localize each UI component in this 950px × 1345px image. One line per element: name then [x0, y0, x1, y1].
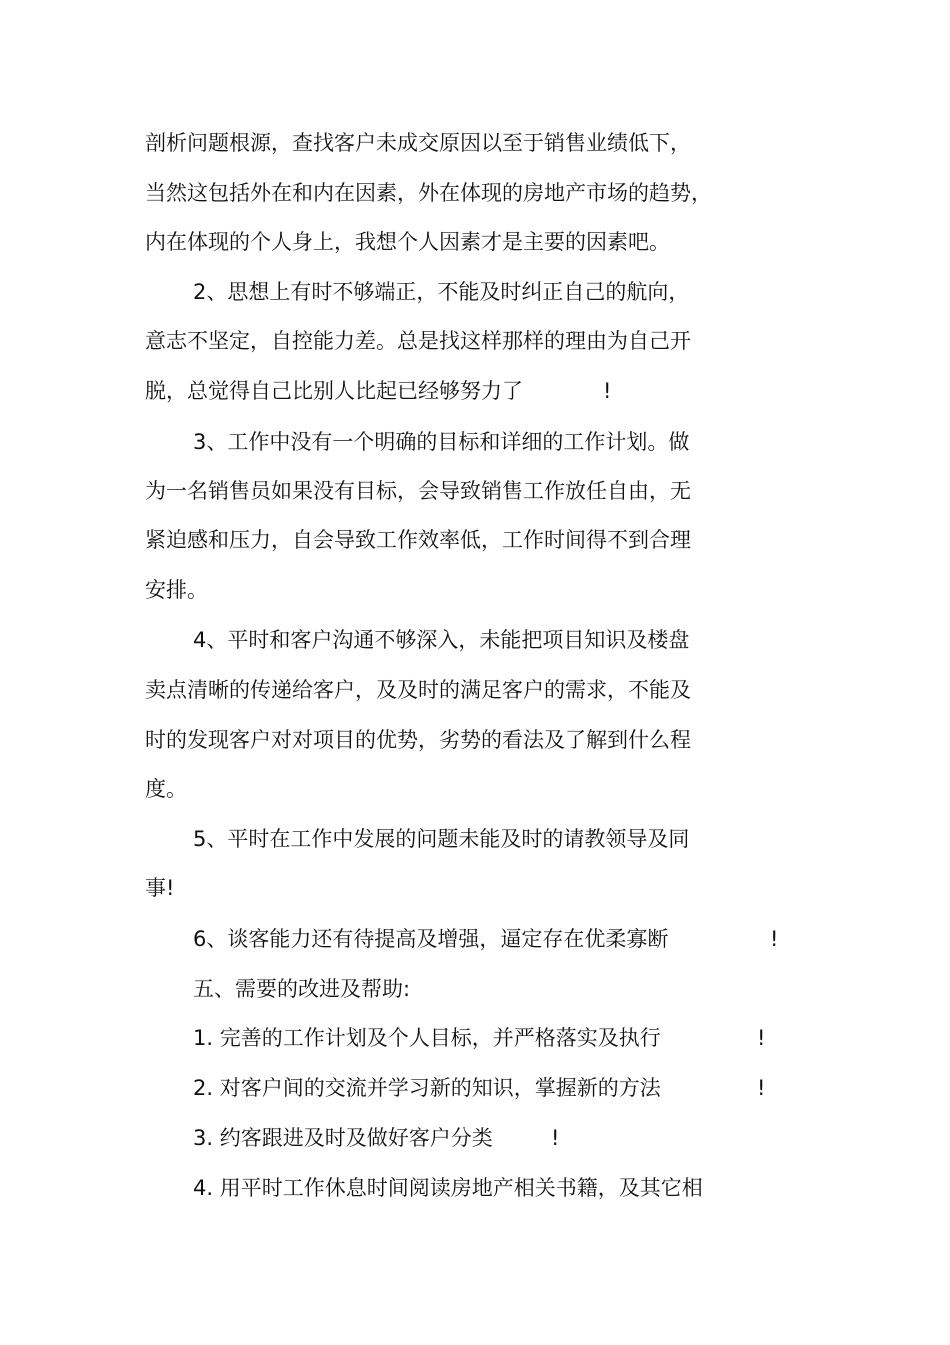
text-line: 脱，总觉得自己比别人比起已经够努力了	[145, 379, 523, 403]
paragraph-2-line: 2、思想上有时不够端正，不能及时纠正自己的航向，	[193, 280, 690, 304]
text-line: 卖点清晰的传递给客户，及及时的满足客户的需求，不能及	[145, 678, 691, 702]
list-item: 4. 用平时工作休息时间阅读房地产相关书籍，及其它相	[193, 1176, 703, 1200]
text-line: 意志不坚定，自控能力差。总是找这样那样的理由为自己开	[145, 329, 691, 353]
text-line: 当然这包括外在和内在因素，外在体现的房地产市场的趋势，	[145, 181, 712, 205]
paragraph-6-line: 6、谈客能力还有待提高及增强，逼定存在优柔寡断	[193, 927, 669, 951]
text-line: 剖析问题根源，查找客户未成交原因以至于销售业绩低下，	[145, 131, 691, 155]
exclamation-mark: !	[770, 927, 779, 951]
paragraph-3-line: 3、工作中没有一个明确的目标和详细的工作计划。做	[193, 430, 690, 454]
section-heading: 五、需要的改进及帮助:	[193, 977, 411, 1001]
text-line: 为一名销售员如果没有目标，会导致销售工作放任自由，无	[145, 479, 691, 503]
list-item: 1. 完善的工作计划及个人目标，并严格落实及执行	[193, 1026, 661, 1050]
exclamation-mark: !	[757, 1076, 766, 1100]
text-line: 内在体现的个人身上，我想个人因素才是主要的因素吧。	[145, 230, 670, 254]
list-item: 3. 约客跟进及时及做好客户分类	[193, 1126, 493, 1150]
paragraph-4-line: 4、平时和客户沟通不够深入，未能把项目知识及楼盘	[193, 628, 690, 652]
list-item: 2. 对客户间的交流并学习新的知识，掌握新的方法	[193, 1076, 661, 1100]
text-line: 事!	[145, 876, 175, 900]
text-line: 安排。	[145, 578, 208, 602]
exclamation-mark: !	[603, 379, 612, 403]
text-line: 度。	[145, 777, 187, 801]
exclamation-mark: !	[551, 1126, 560, 1150]
paragraph-5-line: 5、平时在工作中发展的问题未能及时的请教领导及同	[193, 827, 690, 851]
text-line: 紧迫感和压力，自会导致工作效率低，工作时间得不到合理	[145, 528, 691, 552]
text-line: 时的发现客户对对项目的优势，劣势的看法及了解到什么程	[145, 728, 691, 752]
exclamation-mark: !	[757, 1026, 766, 1050]
